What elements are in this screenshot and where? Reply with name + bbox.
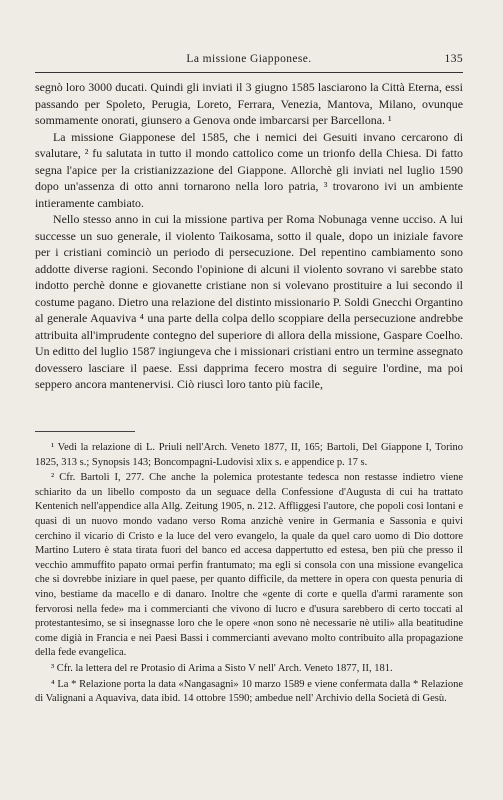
footnote: ³ Cfr. la lettera del re Protasio di Arima a Sisto V nell' Arch. Veneto 1877, II, 181. bbox=[51, 662, 393, 674]
running-head bbox=[35, 53, 463, 69]
footnotes bbox=[35, 441, 463, 708]
footnote-separator bbox=[35, 431, 135, 432]
page-number: 135 bbox=[444, 53, 463, 65]
main-text bbox=[35, 79, 463, 393]
running-head-title: La missione Giapponese. bbox=[186, 53, 312, 65]
body-paragraph: La missione Giapponese del 1585, che i nemici dei Gesuiti invano cercarono di svalutare, ² fu salutata in tutto il mondo cattolico come un trionfo della Chiesa. Di fatto segna l'apice per la cristianizzazione del Giappone. Allorchè gli inviati nel luglio 1590 dopo un'assenza di otto anni tornarono nella loro patria, ³ trovarono ivi un ambiente intieramente cambiato. bbox=[35, 129, 463, 210]
body-paragraph: segnò loro 3000 ducati. Quindi gli inviati il 3 giugno 1585 lasciarono la Città Eterna, essi passando per Spoleto, Perugia, Loreto, Ferrara, Venezia, Mantova, Milano, ovunque sommamente onorati, giunsero a Genova onde imbarcarsi per Barcellona. ¹ bbox=[35, 80, 463, 127]
body-paragraph: Nello stesso anno in cui la missione partiva per Roma Nobunaga venne ucciso. A lui successe un suo generale, il violento Taikosama, sotto il quale, dopo un iniziale favore per i cristiani cominciò un periodo di persecuzione. Del repentino cambiamento sono addotte diverse ragioni. Secondo l'opinione di alcuni il violento sovrano vi sarebbe stato indotto perchè donne e giovanette cristiane non si volevano prostituire a lui secondo il costume pagano. Dietro una relazione del distinto missionario P. Soldi Gnecchi Organtino al generale Aquaviva ⁴ una parte della colpa dello scoppiare della persecuzione andrebbe attribuita all'imprudente contegno del superiore di allora della missione, Gaspare Coelho. Un editto del luglio 1587 ingiungeva che i missionari cristiani entro un termine assegnato dovessero lasciare il paese. Essi dapprima fecero mostra di seguire l'ordine, ma poi seppero ancora mantenervisi. Ciò riuscì loro tanto più facile, bbox=[35, 212, 463, 391]
footnote: ² Cfr. Bartoli I, 277. Che anche la polemica protestante tedesca non restasse indietro viene schiarito da un libello composto da un seguace della Confessione d'Augusta di cui ha trattato Kentenich nell'appendice alla Allg. Zeitung 1905, n. 212. Affliggesi l'autore, che popoli così lontani e quasi di un nuovo mondo vadano verso Roma anzichè venire in Germania e Sassonia e quivi cerchino il vicario di Cristo e la luce del vero evangelo, la quale da quel caro uomo di Dio dottore Martino Lutero è stata tirata fuori del banco ed accesa dappertutto ed estesa, ben più che presso il vecchio ammuffito papato ormai perfin frantumato; ma egli si consola con una missione evangelica che si dovrebbe iniziare in quel paese, per quanto difficile, da mettere in opera con questa penuria di vino, bestiame da macello e di danaro. Inoltre che «gente di corte e quella d'armi raramente son fervorosi nella fede» ma i commercianti che vivono di lucro e d'usura sarebbero di certo toccati al protestantesimo, se si insegnasse loro che le opere «non sono nè necessarie nè utili» alla beatitudine come digià in Francia e nei Paesi Bassi i commercianti avevano molto contribuito alla propagazione della fede evangelica. bbox=[35, 472, 463, 659]
footnote: ⁴ La * Relazione porta la data «Nangasagni» 10 marzo 1589 e viene confermata dalla * Relazione di Valignani a Aquaviva, data ibid. 14 ottobre 1590; ambedue nell' Archivio della Società di Gesù. bbox=[35, 678, 463, 705]
footnote: ¹ Vedi la relazione di L. Priuli nell'Arch. Veneto 1877, II, 165; Bartoli, Del Giappone I, Torino 1825, 313 s.; Synopsis 143; Boncompagni-Ludovisi xlix s. e appendice p. 17 s. bbox=[35, 442, 463, 468]
header-rule bbox=[35, 72, 463, 73]
